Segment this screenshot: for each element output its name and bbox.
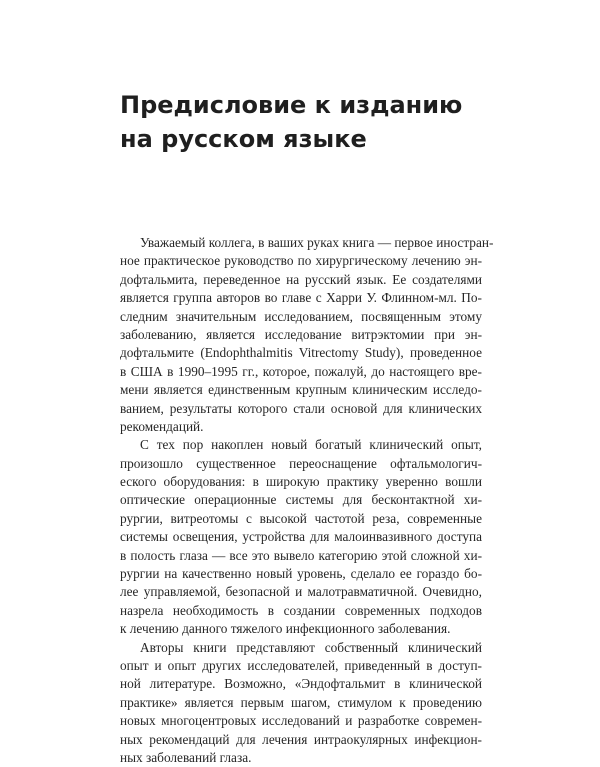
text-line: еского оборудования: в широкую практику уверенно вошли <box>120 474 482 490</box>
text-line: рекомендаций. <box>120 418 204 434</box>
text-line: новых многоцентровых исследований и разработке современ- <box>120 713 482 729</box>
text-line: в США в 1990–1995 гг., которое, пожалуй, до настоящего вре- <box>120 363 482 379</box>
text-line: ных рекомендаций для лечения интраокулярных инфекцион- <box>120 731 482 747</box>
text-line: лее управляемой, безопасной и малотравматичной. Очевидно, <box>120 584 482 600</box>
paragraph-1 <box>120 234 494 436</box>
text-line: рургии на качественно новый уровень, сделало ее гораздо бо- <box>120 566 482 582</box>
text-line: к лечению данного тяжелого инфекционного заболевания. <box>120 621 451 637</box>
text-line: заболеванию, является исследование витрэктомии при эн- <box>120 326 482 342</box>
text-line: ванием, результаты которого стали основой для клинических <box>120 400 482 416</box>
heading-line: Предисловие к изданию <box>120 91 463 119</box>
text-line: опыт и опыт других исследователей, приведенный в доступ- <box>120 657 482 673</box>
text-line: дофтальмите (Endophthalmitis Vitrectomy Study), проведенное <box>120 345 482 361</box>
text-line: С тех пор накоплен новый богатый клинический опыт, <box>140 437 482 453</box>
text-line: оптические операционные системы для бесконтактной хи- <box>120 492 482 508</box>
paragraph-2 <box>120 436 482 638</box>
text-line: произошло существенное переоснащение офтальмологич- <box>120 455 482 471</box>
body-text <box>120 234 494 767</box>
text-line: в полость глаза — все это вывело категорию этой сложной хи- <box>120 547 482 563</box>
text-line: мени является единственным крупным клиническим исследо- <box>120 382 482 398</box>
text-line: следним значительным исследованием, посвященным этому <box>120 308 482 324</box>
paragraph-3 <box>120 639 482 767</box>
text-line: Уважаемый коллега, в ваших руках книга — первое иностран- <box>140 235 494 250</box>
text-line: практике» является первым шагом, стимулом к проведению <box>120 694 482 710</box>
text-line: рургии, витреотомы с высокой частотой реза, современные <box>120 510 482 526</box>
text-line: Авторы книги представляют собственный клинический <box>140 639 482 655</box>
text-line: ной литературе. Возможно, «Эндофтальмит в клинической <box>120 676 482 692</box>
heading-line: на русском языке <box>120 125 367 153</box>
text-line: ное практическое руководство по хирургическому лечению эн- <box>120 253 482 269</box>
chapter-heading <box>120 88 520 156</box>
text-line: системы освещения, устройства для малоинвазивного доступа <box>120 529 482 545</box>
text-line: дофтальмита, переведенное на русский язык. Ее создателями <box>120 271 482 287</box>
text-line: ных заболеваний глаза. <box>120 749 252 765</box>
text-line: назрела необходимость в создании современных подходов <box>120 602 482 618</box>
text-line: является группа авторов во главе с Харри У. Флинном-мл. По- <box>120 290 482 306</box>
